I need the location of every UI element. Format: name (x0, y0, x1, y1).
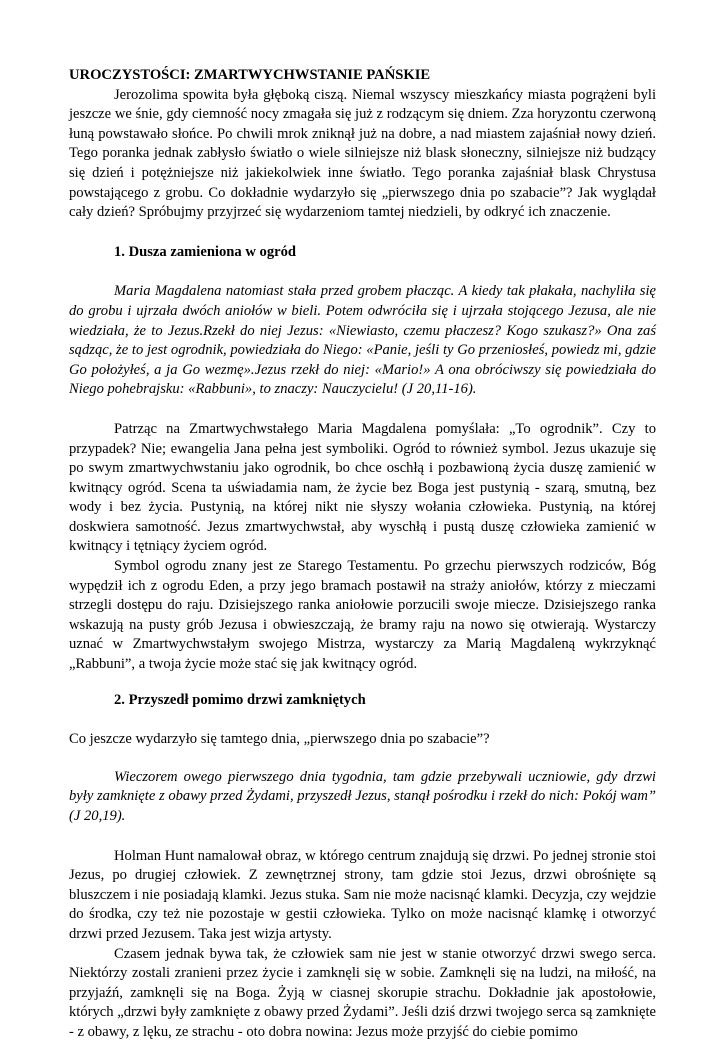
section-2-paragraph-1: Holman Hunt namalował obraz, w którego centrum znajdują się drzwi. Po jednej stronie stoi Jezus, po drugiej człowiek. Z zewnętrznej strony, tam gdzie stoi Jezus, drzwi obrośnięte są bluszczem i nie posiadają klamki. Jezus stuka. Sam nie może nacisnąć klamki. Decyzja, czy wejdzie do środka, czy też nie pozostaje w gestii człowieka. Tylko on może nacisnąć klamkę i otworzyć drzwi przed Jezusem. Taka jest wizja artysty. (69, 847, 656, 942)
section-1-quote: Maria Magdalena natomiast stała przed grobem płacząc. A kiedy tak płakała, nachyliła się do grobu i ujrzała dwóch aniołów w bieli. Potem odwróciła się i ujrzała stojącego Jezusa, ale nie wiedziała, że to Jezus.Rzekł do niej Jezus: «Niewiasto, czemu płaczesz? Kogo szukasz?» Ona zaś sądząc, że to jest ogrodnik, powiedziała do Niego: «Panie, jeśli ty Go przeniosłeś, powiedz mi, gdzie Go położyłeś, a ja Go wezmę».Jezus rzekł do niej: «Mario!» A ona obróciwszy się powiedziała do Niego pohebrajsku: «Rabbuni», to znaczy: Nauczycielu! (J 20,11-16). (69, 283, 656, 398)
section-2-question: Co jeszcze wydarzyło się tamtego dnia, „pierwszego dnia po szabacie”? (69, 731, 490, 748)
section-1-paragraph-1: Patrząc na Zmartwychwstałego Maria Magdalena pomyślała: „To ogrodnik”. Czy to przypadek? Nie; ewangelia Jana pełna jest symboliki. Ogród to również symbol. Jezus ukazuje się po swym zmartwychwstaniu jako ogrodnik, bo chce oschłą i pozbawioną życia duszę zamienić w kwitnący ogród. Scena ta uświadamia nam, że życie bez Boga jest pustynią - szarą, smutną, bez wody i bez życia. Pustynią, na której nikt nie słyszy wołania człowieka. Pustynią, na której doskwiera samotność. Jezus zmartwychwstał, aby wyschłą i pustą duszę człowieka zamienić w kwitnący i tętniący życiem ogród. (69, 420, 656, 555)
document-page (69, 66, 656, 1043)
section-2-paragraph-2: Czasem jednak bywa tak, że człowiek sam nie jest w stanie otworzyć drzwi swego serca. Niektórzy zostali zranieni przez życie i zamknęli się w sobie. Zamknęli się na ludzi, na miłość, na przyjaźń, zamknęli się na Boga. Żyją w ciasnej skorupie strachu. Dokładnie jak apostołowie, których „drzwi były zamknięte z obawy przed Żydami”. Jeśli dziś drzwi twojego serca są zamknięte - z obawy, z lęku, ze strachu - oto dobra nowina: Jezus może przyjść do ciebie pomimo (69, 945, 656, 1040)
document-title: UROCZYSTOŚCI: ZMARTWYCHWSTANIE PAŃSKIE (69, 67, 431, 83)
section-1-heading: 1. Dusza zamieniona w ogród (114, 243, 297, 260)
section-2-quote: Wieczorem owego pierwszego dnia tygodnia, tam gdzie przebywali uczniowie, gdy drzwi były zamknięte z obawy przed Żydami, przyszedł Jezus, stanął pośrodku i rzekł do nich: Pokój wam” (J 20,19). (69, 768, 656, 824)
intro-paragraph: Jerozolima spowita była głęboką ciszą. Niemal wszyscy mieszkańcy miasta pogrążeni byli jeszcze we śnie, gdy ciemność nocy zmagała się już z rodzącym się dniem. Zza horyzontu czerwoną łuną powstawało słońce. Po chwili mrok zniknął już na dobre, a nad miastem zajaśniał nowy dzień. Tego poranka jednak zabłysło światło o wiele silniejsze niż blask słoneczny, silniejsze niż budzący się dzień i potężniejsze niż jakiekolwiek inne światło. Tego poranka zajaśniał blask Chrystusa powstającego z grobu. Co dokładnie wydarzyło się „pierwszego dnia po szabacie”? Jak wyglądał cały dzień? Spróbujmy przyjrzeć się wydarzeniom tamtej niedzieli, by odkryć ich znaczenie. (69, 86, 656, 221)
section-1-paragraph-2: Symbol ogrodu znany jest ze Starego Testamentu. Po grzechu pierwszych rodziców, Bóg wypędził ich z ogrodu Eden, a przy jego bramach postawił na straży aniołów, którzy z mieczami strzegli dostępu do raju. Dzisiejszego ranka aniołowie porzucili swoje miecze. Dzisiejszego ranka wskazują na pusty grób Jezusa i obwieszczają, że bramy raju na nowo się otwierają. Wystarczy uznać w Zmartwychwstałym swojego Mistrza, wystarczy za Marią Magdaleną wykrzyknąć „Rabbuni”, a twoja życie może stać się jak kwitnący ogród. (69, 558, 656, 673)
section-2-heading: 2. Przyszedł pomimo drzwi zamkniętych (114, 691, 366, 708)
